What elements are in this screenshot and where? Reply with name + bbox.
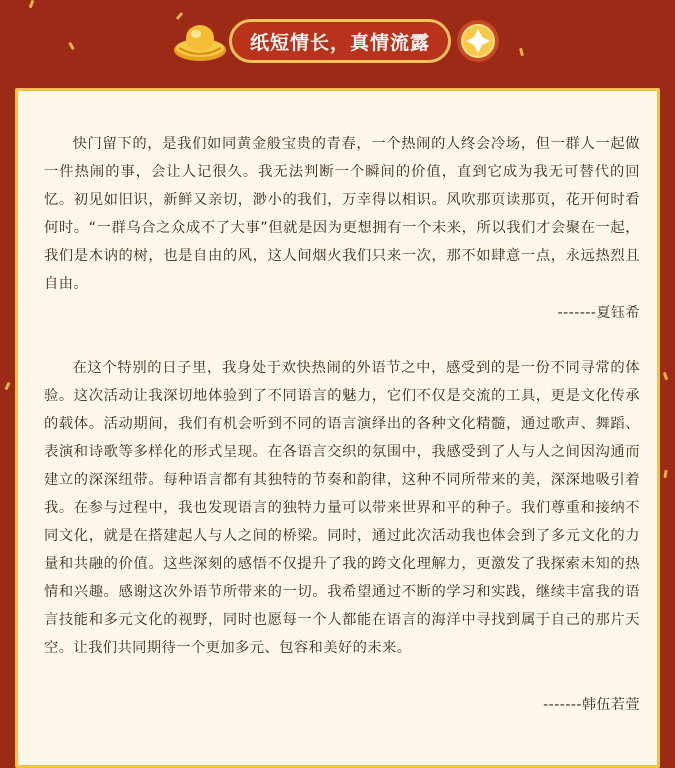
- signature-1: -------夏钰希: [557, 305, 640, 321]
- gold-coin-icon: [456, 19, 500, 63]
- page-title-text: 纸短情长，真情流露: [249, 31, 430, 54]
- gold-ingot-icon: [173, 20, 227, 62]
- message-body-1: 快门留下的，是我们如同黄金般宝贵的青春，一个热闹的人终会冷场，但一群人一起做一件热闹的事，会让人记很久。我无法判断一个瞬间的价值，直到它成为我无可替代的回忆。初见如旧识，新鲜又亲切，渺小的我们，万幸得以相识。风吹那页读那页，花开何时看何时。“一群乌合之众成不了大事”但就是因为更想拥有一个未来，所以我们才会聚在一起，我们是木讷的树，也是自由的风，这人间烟火我们只来一次，那不如肆意一点，永远热烈且自由。: [44, 136, 640, 292]
- confetti-piece: [663, 470, 667, 478]
- page-title: [229, 19, 451, 63]
- confetti-piece: [4, 382, 10, 391]
- confetti-piece: [663, 372, 669, 381]
- header: [0, 0, 675, 84]
- signature-2: -------韩伍若萱: [543, 697, 640, 713]
- message-body-2: 在这个特别的日子里，我身处于欢快热闹的外语节之中，感受到的是一份不同寻常的体验。这次活动让我深切地体验到了不同语言的魅力，它们不仅是交流的工具，更是文化传承的载体。活动期间，我们有机会听到不同的语言演绎出的各种文化精髓，通过歌声、舞蹈、表演和诗歌等多样化的形式呈现。在各语言交织的氛围中，我感受到了人与人之间因沟通而建立的深深纽带。每种语言都有其独特的节奏和韵律，这种不同所带来的美，深深地吸引着我。在参与过程中，我也发现语言的独特力量可以带来世界和平的种子。我们尊重和接纳不同文化，就是在搭建起人与人之间的桥梁。同时，通过此次活动我也体会到了多元文化的力量和共融的价值。这些深刻的感悟不仅提升了我的跨文化理解力，更激发了我探索未知的热情和兴趣。感谢这次外语节所带来的一切。我希望通过不断的学习和实践，继续丰富我的语言技能和多元文化的视野，同时也愿每一个人都能在语言的海洋中寻找到属于自己的那片天空。让我们共同期待一个更加多元、包容和美好的未来。: [44, 360, 640, 656]
